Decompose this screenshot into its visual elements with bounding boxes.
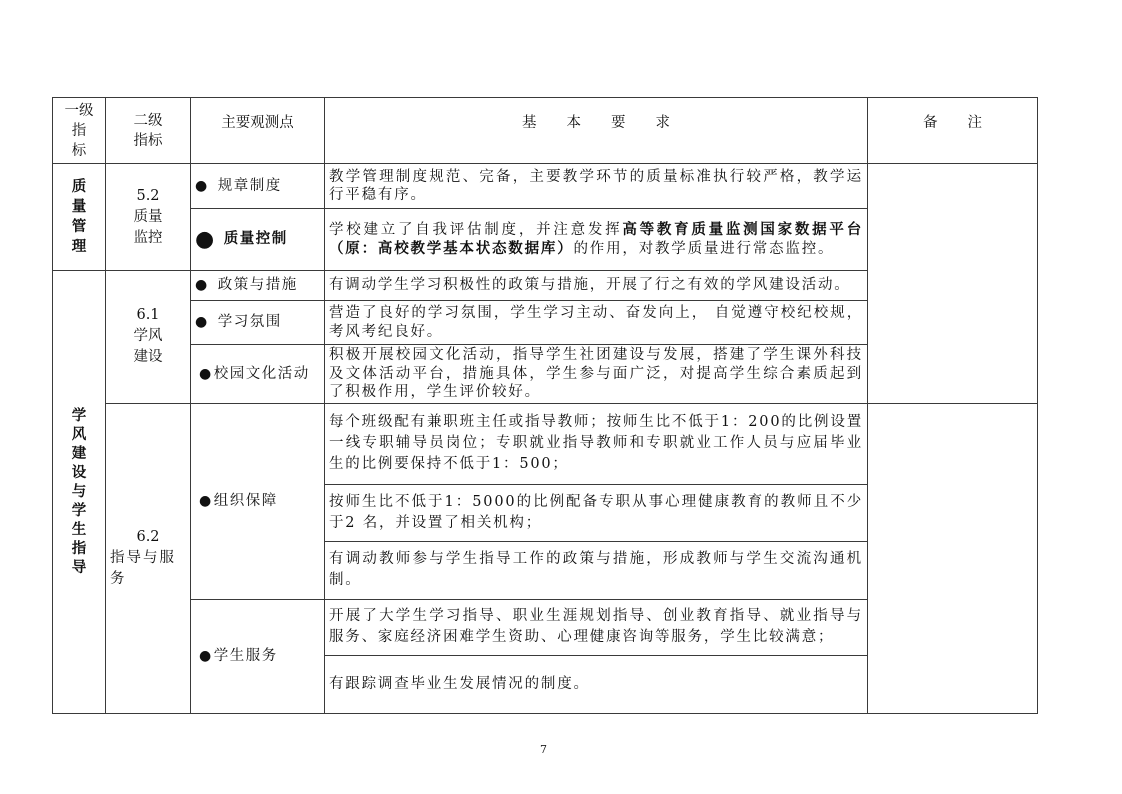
- observation-label: 校园文化活动: [213, 365, 310, 382]
- requirement-cell: 有调动学生学习积极性的政策与措施，开展了行之有效的学风建设活动。: [325, 271, 868, 301]
- observation-cell: [191, 209, 325, 271]
- bullet-icon: [195, 314, 218, 330]
- header-requirement: [325, 98, 868, 164]
- level1-cell-quality: [53, 164, 106, 271]
- requirement-cell: 积极开展校园文化活动，指导学生社团建设与发展，搭建了学生课外科技及文体活动平台，措施具体，学生参与面广泛，对提高学生综合素质起到了积极作用，学生评价较好。: [325, 345, 868, 404]
- requirement-cell: 按师生比不低于1：5000的比例配备专职从事心理健康教育的教师且不少于2 名，并设置了相关机构；: [325, 484, 868, 541]
- table-row: [53, 403, 1038, 484]
- bullet-icon: [195, 231, 224, 247]
- level1-label: 学风建设与学生指导: [71, 407, 87, 577]
- header-remark: [868, 98, 1038, 164]
- observation-cell: [191, 164, 325, 209]
- requirement-cell: [325, 209, 868, 271]
- table-row: [53, 164, 1038, 209]
- observation-label: 质量控制: [223, 229, 288, 247]
- bullet-icon: [199, 648, 214, 664]
- observation-cell: [191, 271, 325, 301]
- observation-label: 政策与措施: [217, 277, 298, 294]
- header-observation: 主要观测点: [191, 98, 325, 164]
- remark-cell: [868, 164, 1038, 404]
- observation-label: 规章制度: [217, 177, 282, 194]
- bullet-icon: [199, 366, 214, 382]
- requirement-cell: 教学管理制度规范、完备，主要教学环节的质量标准执行较严格，教学运行平稳有序。: [325, 164, 868, 209]
- observation-label: 组织保障: [213, 492, 278, 509]
- requirement-cell: 有跟踪调查毕业生发展情况的制度。: [325, 655, 868, 713]
- level2-name: 指导与服务: [110, 549, 176, 587]
- level2-name-line: 学风: [133, 328, 163, 345]
- header-level2-line: 指标: [133, 132, 163, 149]
- observation-label: 学生服务: [213, 647, 278, 664]
- observation-cell: [191, 301, 325, 345]
- requirement-cell: 营造了良好的学习氛围，学生学习主动、奋发向上， 自觉遵守校纪校规，考风考纪良好。: [325, 301, 868, 345]
- observation-cell: [191, 599, 325, 713]
- table-header-row: [53, 98, 1038, 164]
- level2-name-line: 建设: [133, 349, 163, 366]
- header-level1-line: 标: [71, 142, 87, 159]
- requirement-cell: 开展了大学生学习指导、职业生涯规划指导、创业教育指导、就业指导与服务、家庭经济困难学生资助、心理健康咨询等服务，学生比较满意；: [325, 599, 868, 655]
- level2-code: 5.2: [136, 187, 160, 204]
- level1-cell-study-style: [53, 271, 106, 714]
- observation-label: 学习氛围: [217, 314, 282, 331]
- level2-code: 6.1: [136, 307, 160, 324]
- level2-code: 6.2: [136, 528, 160, 545]
- requirement-bold-text: 高等教育质量监测国家数据平台（原：高校教学基本状态数据库）: [329, 221, 863, 257]
- requirement-text: 学校建立了自我评估制度，并注意发挥: [329, 222, 623, 238]
- page-number: 7: [540, 743, 547, 756]
- bullet-icon: [195, 178, 218, 194]
- bullet-icon: [195, 277, 218, 293]
- header-level1-line: 指: [71, 122, 87, 139]
- observation-cell: [191, 403, 325, 599]
- header-requirement-text: 基本要求: [522, 115, 700, 131]
- level2-name-line: 监控: [133, 229, 163, 246]
- observation-cell: [191, 345, 325, 404]
- level2-name-line: 质量: [133, 208, 163, 225]
- header-level1-line: 一级: [64, 102, 94, 119]
- bullet-icon: [199, 493, 214, 509]
- level2-cell-5-2: [106, 164, 191, 271]
- level1-label: 质量管理: [71, 178, 87, 255]
- requirement-text: 的作用，对教学质量进行常态监控。: [573, 240, 835, 257]
- header-level2: [106, 98, 191, 164]
- requirement-cell: 有调动教师参与学生指导工作的政策与措施，形成教师与学生交流沟通机制。: [325, 541, 868, 599]
- remark-cell: [868, 403, 1038, 713]
- header-remark-text: 备注: [923, 115, 1012, 131]
- level2-cell-6-2: [106, 403, 191, 713]
- evaluation-table: [52, 97, 1038, 714]
- header-level2-line: 二级: [133, 112, 163, 129]
- requirement-cell: 每个班级配有兼职班主任或指导教师；按师生比不低于1：200的比例设置一线专职辅导员岗位；专职就业指导教师和专职就业工作人员与应届毕业生的比例要保持不低于1：500；: [325, 403, 868, 484]
- header-level1: [53, 98, 106, 164]
- level2-cell-6-1: [106, 271, 191, 404]
